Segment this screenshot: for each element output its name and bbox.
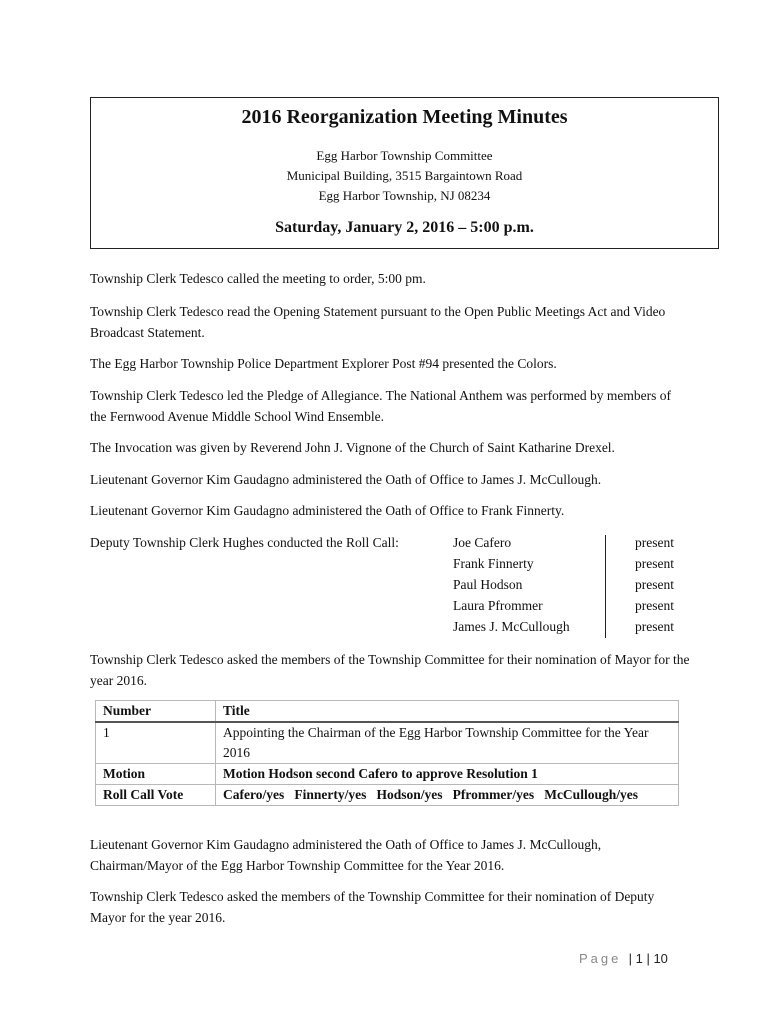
- header-box: [90, 97, 719, 249]
- roll-call-label: Deputy Township Clerk Hughes conducted the Roll Call:: [90, 535, 399, 550]
- roll-call-row: [90, 553, 690, 574]
- paragraph-invocation: The Invocation was given by Reverend John J. Vignone of the Church of Saint Katharine Drexel.: [90, 440, 615, 455]
- column-header-title: Title: [216, 701, 679, 723]
- member-status: present: [635, 577, 674, 592]
- roll-call-row: [90, 532, 690, 553]
- roll-call: [90, 532, 690, 642]
- page-footer: [579, 951, 668, 966]
- vote-label: Roll Call Vote: [96, 785, 216, 806]
- page-word: Page: [579, 951, 622, 966]
- roll-call-row: [90, 616, 690, 637]
- vote-text: Cafero/yes Finnerty/yes Hodson/yes Pfrommer/yes McCullough/yes: [216, 785, 679, 806]
- paragraph-oath-finnerty: Lieutenant Governor Kim Gaudagno administered the Oath of Office to Frank Finnerty.: [90, 503, 565, 518]
- table-row-resolution: [96, 722, 679, 764]
- document-title: 2016 Reorganization Meeting Minutes: [241, 106, 568, 128]
- address-line-city: Egg Harbor Township, NJ 08234: [318, 188, 491, 203]
- meeting-date: Saturday, January 2, 2016 – 5:00 p.m.: [275, 219, 534, 236]
- page-total: 10: [653, 951, 668, 966]
- paragraph-pledge: Township Clerk Tedesco led the Pledge of Allegiance. The National Anthem was performed by members of the Fernwood Avenue Middle School Wind Ensemble.: [90, 388, 671, 424]
- member-name: James J. McCullough: [453, 619, 570, 634]
- member-status: present: [635, 556, 674, 571]
- page-separator-2: |: [642, 951, 654, 966]
- paragraph-oath-mccullough: Lieutenant Governor Kim Gaudagno administered the Oath of Office to James J. McCullough.: [90, 472, 602, 487]
- paragraph-call-to-order: Township Clerk Tedesco called the meeting to order, 5:00 pm.: [90, 271, 426, 286]
- resolution-number: 1: [96, 722, 216, 764]
- paragraph-opening-statement: Township Clerk Tedesco read the Opening Statement pursuant to the Open Public Meetings Act and Video Broadcast Statement.: [90, 304, 666, 340]
- page-current: 1: [635, 951, 643, 966]
- motion-label: Motion: [96, 764, 216, 785]
- member-name: Frank Finnerty: [453, 556, 534, 571]
- paragraph-colors: The Egg Harbor Township Police Department Explorer Post #94 presented the Colors.: [90, 356, 557, 371]
- member-status: present: [635, 619, 674, 634]
- member-status: present: [635, 535, 674, 550]
- resolution-table: [95, 700, 679, 806]
- member-name: Joe Cafero: [453, 535, 512, 550]
- member-status: present: [635, 598, 674, 613]
- page-separator: |: [625, 951, 636, 966]
- paragraph-oath-mayor: Lieutenant Governor Kim Gaudagno administered the Oath of Office to James J. McCullough, Chairman/Mayor of the Egg Harbor Township Committee for the Year 2016.: [90, 837, 602, 873]
- resolution-title: Appointing the Chairman of the Egg Harbor Township Committee for the Year 2016: [216, 722, 679, 764]
- column-header-number: Number: [96, 701, 216, 723]
- table-row-motion: [96, 764, 679, 785]
- member-name: Paul Hodson: [453, 577, 523, 592]
- paragraph-nomination-mayor: Township Clerk Tedesco asked the members of the Township Committee for their nomination of Mayor for the year 2016.: [90, 652, 690, 688]
- address-line-committee: Egg Harbor Township Committee: [316, 148, 493, 163]
- table-row-vote: [96, 785, 679, 806]
- table-header-row: [96, 701, 679, 723]
- motion-text: Motion Hodson second Cafero to approve Resolution 1: [216, 764, 679, 785]
- address-line-street: Municipal Building, 3515 Bargaintown Road: [286, 168, 523, 183]
- member-name: Laura Pfrommer: [453, 598, 543, 613]
- roll-call-row: [90, 574, 690, 595]
- paragraph-nomination-deputy: Township Clerk Tedesco asked the members of the Township Committee for their nomination of Deputy Mayor for the year 2016.: [90, 889, 655, 925]
- roll-call-row: [90, 595, 690, 616]
